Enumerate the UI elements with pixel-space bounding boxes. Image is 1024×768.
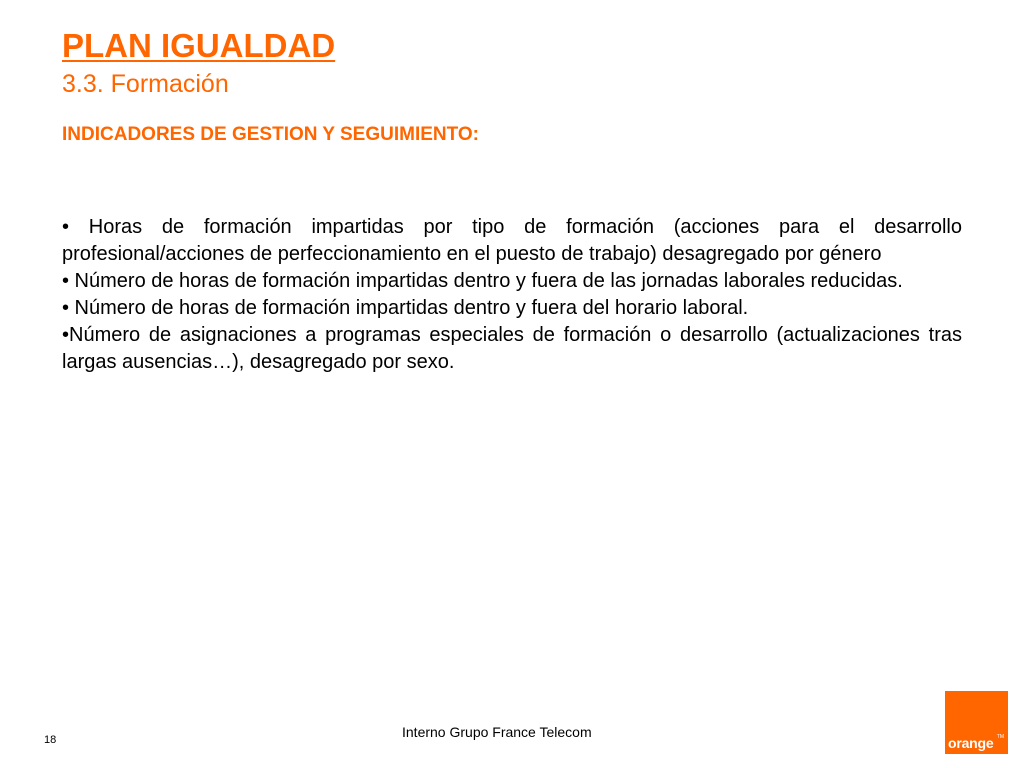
list-item: • Horas de formación impartidas por tipo de formación (acciones para el desarrollo profesional/acciones de perfeccionamiento en el puesto de trabajo) desagregado por género	[62, 216, 962, 265]
logo-text: orange	[948, 735, 994, 751]
slide-subtitle: 3.3. Formación	[62, 70, 229, 98]
list-item: •Número de asignaciones a programas especiales de formación o desarrollo (actualizaciones tras largas ausencias…), desagregado por sexo.	[62, 324, 962, 373]
list-item: • Número de horas de formación impartidas dentro y fuera del horario laboral.	[62, 297, 749, 319]
indicator-list	[62, 214, 962, 376]
list-item: • Número de horas de formación impartidas dentro y fuera de las jornadas laborales reducidas.	[62, 270, 903, 292]
logo-trademark: TM	[996, 734, 1004, 740]
footer-text: Interno Grupo France Telecom	[402, 724, 592, 740]
page-number: 18	[44, 734, 57, 746]
orange-logo	[945, 691, 1008, 754]
slide-title: PLAN IGUALDAD	[62, 27, 336, 64]
section-heading: INDICADORES DE GESTION Y SEGUIMIENTO:	[62, 124, 480, 145]
